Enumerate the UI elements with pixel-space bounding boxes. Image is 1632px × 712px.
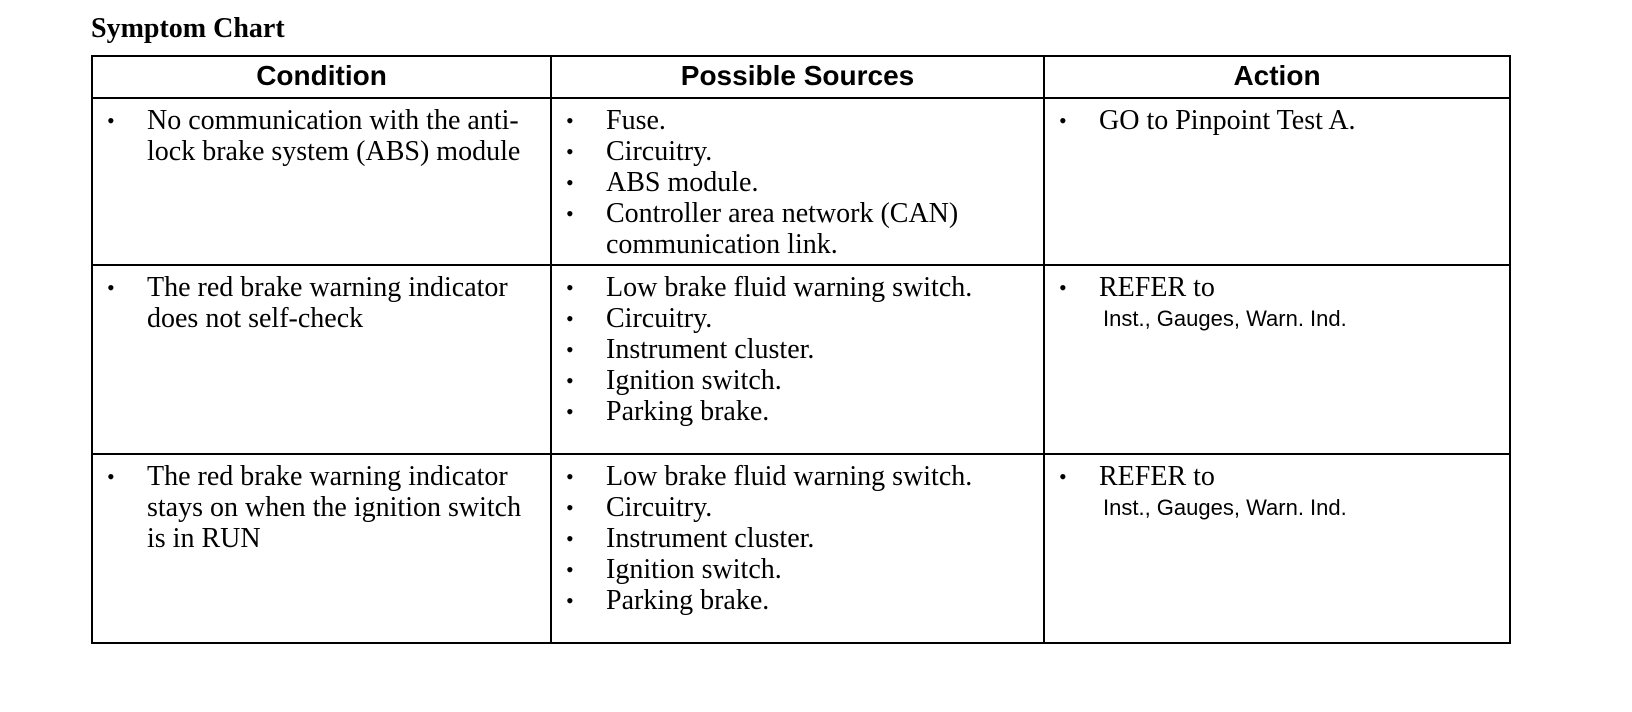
action-instruction: REFER to <box>1099 461 1215 492</box>
source-item: • Instrument cluster. <box>566 523 1033 554</box>
source-item: • Circuitry. <box>566 492 1033 523</box>
source-item: • Instrument cluster. <box>566 334 1033 365</box>
action-cell <box>1044 98 1510 265</box>
sources-cell <box>551 98 1044 265</box>
action-reference-link[interactable]: Inst., Gauges, Warn. Ind. <box>1103 306 1347 331</box>
source-item: • Low brake fluid warning switch. <box>566 461 1033 492</box>
condition-text: • The red brake warning indicator does not self-check <box>107 272 540 334</box>
source-item: • Circuitry. <box>566 136 1033 167</box>
action-text <box>1059 105 1499 136</box>
action-text <box>1059 272 1499 335</box>
sources-cell <box>551 265 1044 454</box>
condition-cell <box>92 265 551 454</box>
table-header-row <box>92 56 1510 98</box>
table-row <box>92 454 1510 643</box>
column-header-condition: Condition <box>92 56 551 98</box>
sources-cell <box>551 454 1044 643</box>
action-text <box>1059 461 1499 524</box>
condition-text: • No communication with the anti-lock brake system (ABS) module <box>107 105 540 167</box>
condition-text: • The red brake warning indicator stays on when the ignition switch is in RUN <box>107 461 540 554</box>
source-item: • Parking brake. <box>566 585 1033 616</box>
column-header-action: Action <box>1044 56 1510 98</box>
source-item: • Ignition switch. <box>566 365 1033 396</box>
source-item: • Parking brake. <box>566 396 1033 427</box>
action-instruction: REFER to <box>1099 272 1215 303</box>
table-row <box>92 98 1510 265</box>
condition-cell <box>92 454 551 643</box>
column-header-possible-sources: Possible Sources <box>551 56 1044 98</box>
action-reference-link[interactable]: Inst., Gauges, Warn. Ind. <box>1103 495 1347 520</box>
table-row <box>92 265 1510 454</box>
source-item: • Controller area network (CAN) communication link. <box>566 198 1033 260</box>
condition-cell <box>92 98 551 265</box>
source-item: • Low brake fluid warning switch. <box>566 272 1033 303</box>
source-item: • Circuitry. <box>566 303 1033 334</box>
source-item: • Ignition switch. <box>566 554 1033 585</box>
page-title: Symptom Chart <box>91 13 285 44</box>
source-item: • ABS module. <box>566 167 1033 198</box>
symptom-table <box>91 55 1511 644</box>
action-cell <box>1044 454 1510 643</box>
source-item: • Fuse. <box>566 105 1033 136</box>
action-instruction: GO to Pinpoint Test A. <box>1099 105 1356 136</box>
action-cell <box>1044 265 1510 454</box>
